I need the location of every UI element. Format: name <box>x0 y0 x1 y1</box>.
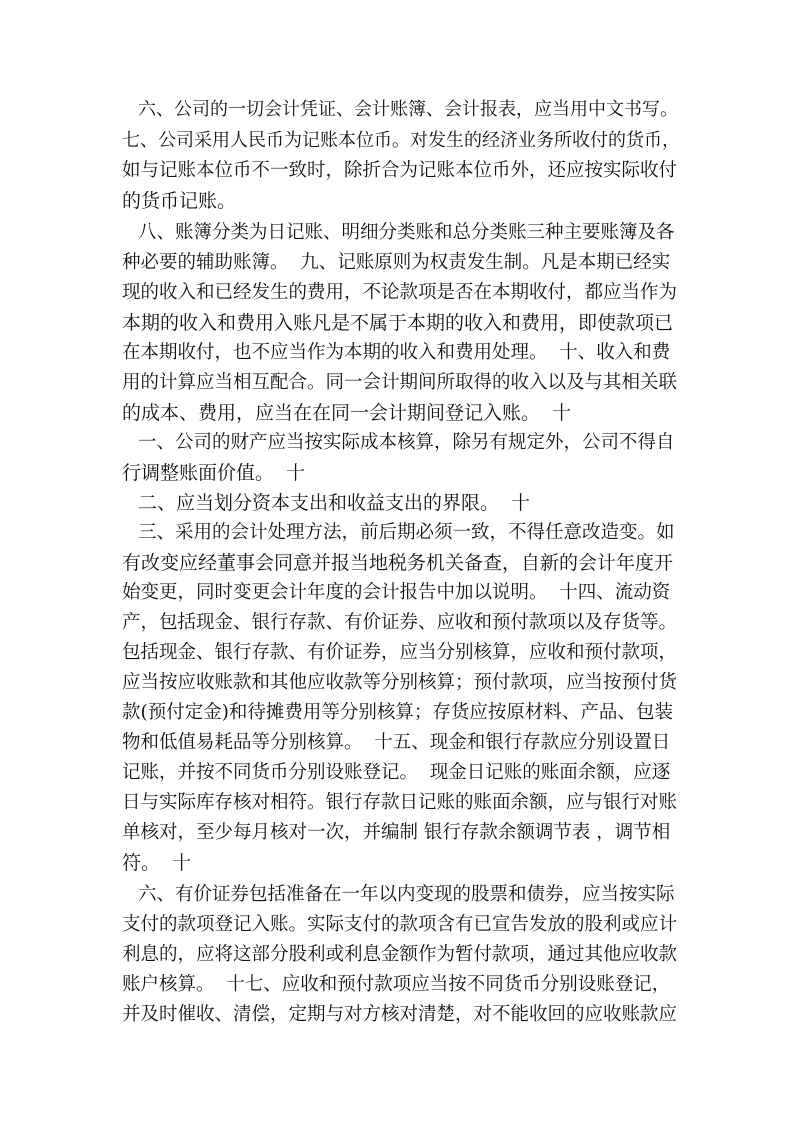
text-line: 始变更，同时变更会计年度的会计报告中加以说明。 十四、流动资 <box>122 582 671 603</box>
text-line: 用的计算应当相互配合。同一会计期间所取得的收入以及与其相关联 <box>122 372 678 393</box>
text-line: 三、采用的会计处理方法，前后期必须一致，不得任意改造变。如 <box>138 522 675 543</box>
text-line: 如与记账本位币不一致时，除折合为记账本位币外，还应按实际收付 <box>122 160 678 181</box>
text-line: 七、公司采用人民币为记账本位币。对发生的经济业务所收付的货币， <box>122 130 680 151</box>
text-line: 日与实际库存核对相符。银行存款日记账的账面余额，应与银行对账 <box>122 792 678 813</box>
text-line: 记账，并按不同货币分别设账登记。 现金日记账的账面余额，应逐 <box>122 762 671 783</box>
text-line: 的货币记账。 <box>122 190 237 212</box>
text-line: 物和低值易耗品等分别核算。 十五、现金和银行存款应分别设置日 <box>122 732 671 753</box>
text-line: 款(预付定金)和待摊费用等分别核算；存货应按原材料、产品、包装 <box>122 702 673 723</box>
text-line: 行调整账面价值。 十 <box>122 462 306 484</box>
text-line: 二、应当划分资本支出和收益支出的界限。 十 <box>138 492 531 514</box>
text-line: 支付的款项登记入账。实际支付的款项含有已宣告发放的股利或应计 <box>122 914 678 935</box>
text-line: 有改变应经董事会同意并报当地税务机关备查，自新的会计年度开 <box>122 552 674 574</box>
text-line: 一、公司的财产应当按实际成本核算，除另有规定外，公司不得自 <box>138 432 675 453</box>
text-line: 并及时催收、清偿，定期与对方核对清楚，对不能收回的应收账款应 <box>122 1004 678 1025</box>
text-line: 的成本、费用，应当在在同一会计期间登记入账。 十 <box>122 402 572 424</box>
text-line: 六、公司的一切会计凭证、会计账簿、会计报表，应当用中文书写。 <box>138 99 678 120</box>
text-line: 符。 十 <box>122 852 192 874</box>
text-line: 账户核算。 十七、应收和预付款项应当按不同货币分别设账登记， <box>122 974 671 995</box>
text-line: 种必要的辅助账簿。 九、记账原则为权责发生制。凡是本期已经实 <box>122 252 671 273</box>
text-line: 单核对，至少每月核对一次，并编制 银行存款余额调节表 ，调节相 <box>122 822 671 843</box>
text-line: 包括现金、银行存款、有价证券，应当分别核算，应收和预付款项， <box>122 642 678 663</box>
text-line: 八、账簿分类为日记账、明细分类账和总分类账三种主要账簿及各 <box>138 222 675 243</box>
text-line: 现的收入和已经发生的费用，不论款项是否在本期收付，都应当作为 <box>122 282 678 303</box>
text-line: 本期的收入和费用入账凡是不属于本期的收入和费用，即使款项已 <box>122 312 674 334</box>
text-line: 在本期收付，也不应当作为本期的收入和费用处理。 十、收入和费 <box>122 342 671 363</box>
text-line: 产，包括现金、银行存款、有价证券、应收和预付款项以及存货等。 <box>122 612 678 633</box>
text-line: 利息的，应将这部分股利或利息金额作为暂付款项，通过其他应收款 <box>122 944 678 965</box>
text-line: 六、有价证券包括准备在一年以内变现的股票和债券，应当按实际 <box>138 884 675 905</box>
text-line: 应当按应收账款和其他应收款等分别核算；预付款项，应当按预付货 <box>122 672 678 693</box>
